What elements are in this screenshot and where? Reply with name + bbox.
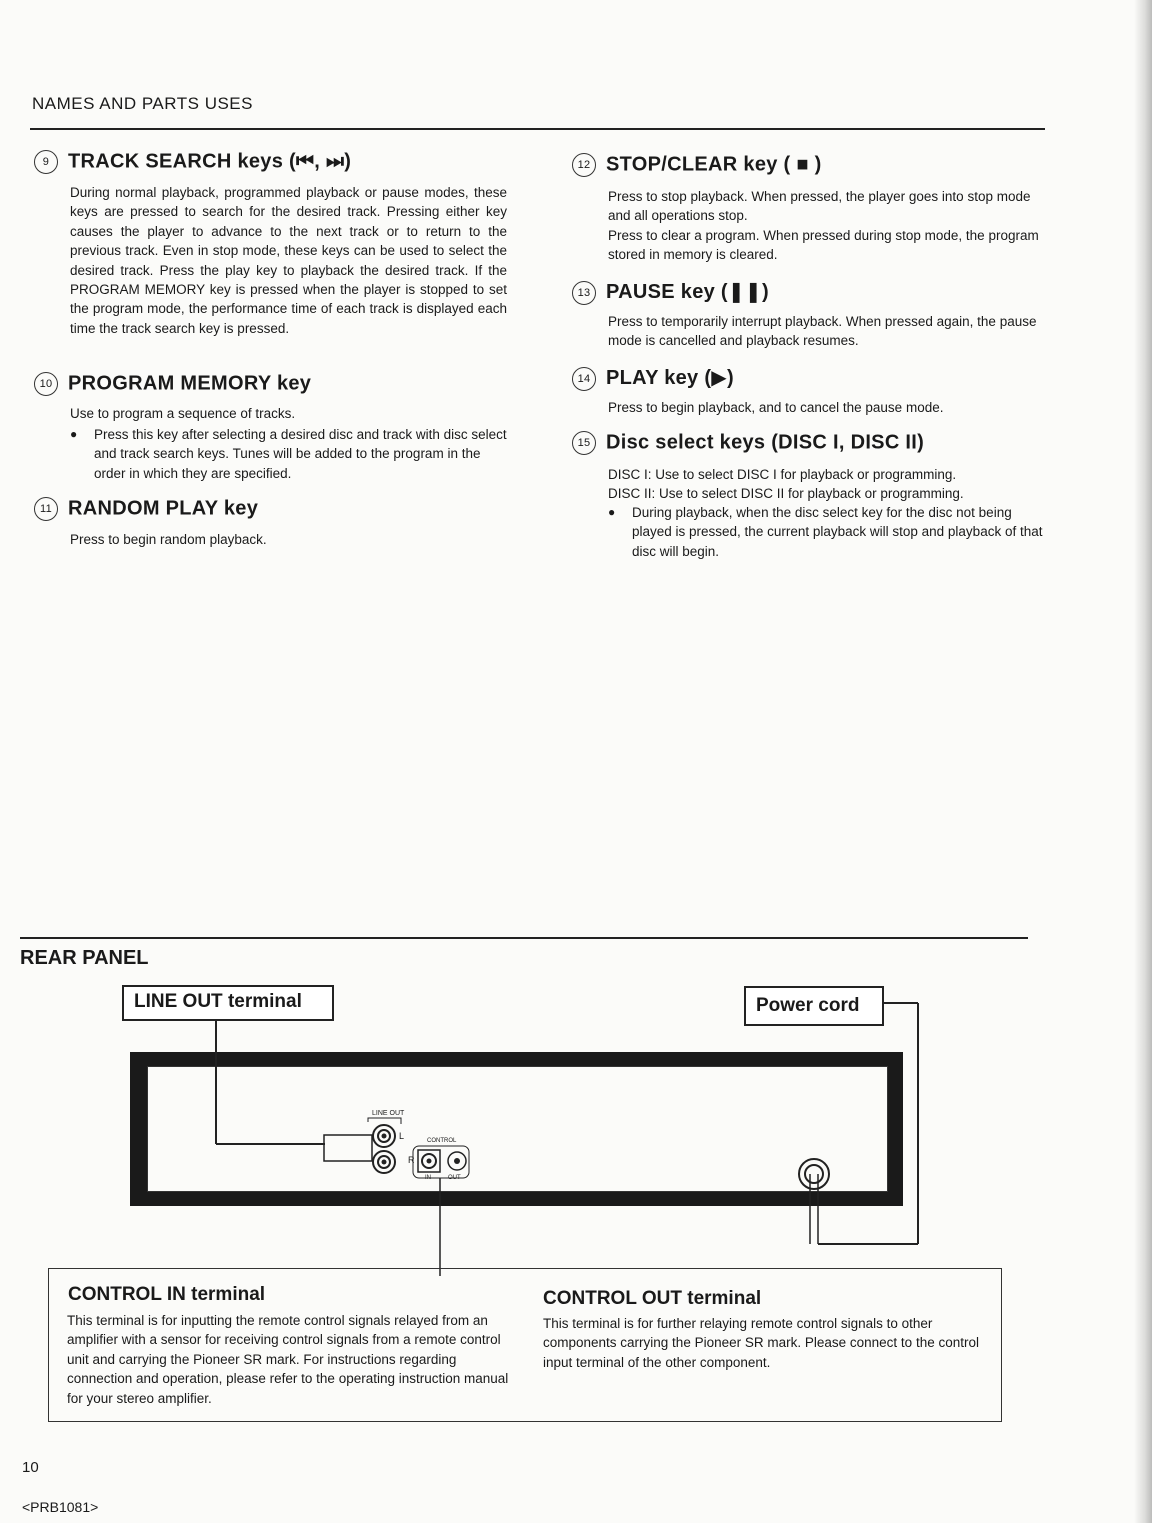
rear-panel-title: REAR PANEL <box>20 947 149 969</box>
random-play-title: RANDOM PLAY key <box>68 497 259 520</box>
track-search-title: TRACK SEARCH keys (⏮, ⏭) <box>68 150 352 173</box>
bullet-dot: ● <box>70 427 78 441</box>
item-15-number: 15 <box>572 431 596 455</box>
bullet-dot: ● <box>608 505 616 519</box>
disc-select-bullet-text: During playback, when the disc select key for the disc not being played is pressed, the current playback will stop and playback of that disc will begin. <box>632 505 1043 559</box>
line-out-label: LINE OUT terminal <box>122 985 334 1021</box>
control-in-text: This terminal is for inputting the remote control signals relayed from an amplifier with a sensor for receiving control signals from a remote control unit and carrying the Pioneer SR mark. For instructions regarding connection and operation, please refer to the operating instruction manual for your stereo amplifier. <box>67 1313 509 1406</box>
document-code: <PRB1081> <box>22 1499 99 1515</box>
item-13-number: 13 <box>572 281 596 305</box>
pause-title: PAUSE key (❚❚) <box>606 281 769 303</box>
line-out-l-jack <box>373 1125 395 1147</box>
jack-label-in: IN <box>425 1175 431 1181</box>
pause-text: Press to temporarily interrupt playback. When pressed again, the pause mode is cancelled and playback resumes. <box>608 314 1037 349</box>
page-edge-shadow <box>1134 0 1152 1523</box>
item-9-number: 9 <box>34 150 58 174</box>
control-in-jack <box>418 1150 440 1172</box>
disc-select-title: Disc select keys (DISC I, DISC II) <box>606 431 925 454</box>
play-text: Press to begin playback, and to cancel the pause mode. <box>608 400 944 415</box>
item-10-number: 10 <box>34 372 58 396</box>
stop-clear-text-1: Press to stop playback. When pressed, the player goes into stop mode and all operations stop. <box>608 189 1031 224</box>
control-out-text: This terminal is for further relaying remote control signals to other components carrying the Pioneer SR mark. Please connect to the control input terminal of the other component. <box>543 1316 979 1370</box>
control-out-title: CONTROL OUT terminal <box>543 1288 762 1309</box>
stop-clear-text-2: Press to clear a program. When pressed during stop mode, the program stored in memory is cleared. <box>608 228 1039 263</box>
jack-label-control: CONTROL <box>427 1138 457 1144</box>
disc-select-line-2: DISC II: Use to select DISC II for playback or programming. <box>608 486 964 501</box>
control-out-jack <box>448 1152 466 1170</box>
control-in-title: CONTROL IN terminal <box>68 1284 266 1305</box>
program-memory-title: PROGRAM MEMORY key <box>68 372 312 395</box>
stop-clear-title: STOP/CLEAR key ( ■ ) <box>606 153 822 176</box>
disc-select-line-1: DISC I: Use to select DISC I for playback or programming. <box>608 467 957 482</box>
play-title: PLAY key (▶) <box>606 367 734 389</box>
jack-label-line-out: LINE OUT <box>372 1110 405 1117</box>
page-number: 10 <box>22 1459 39 1476</box>
item-14-number: 14 <box>572 367 596 391</box>
random-play-text: Press to begin random playback. <box>70 532 267 547</box>
power-cord-grommet <box>799 1159 829 1244</box>
power-cord-label: Power cord <box>744 986 884 1026</box>
item-11-number: 11 <box>34 497 58 521</box>
program-memory-text: Use to program a sequence of tracks. <box>70 406 296 421</box>
page-header: NAMES AND PARTS USES <box>32 94 253 113</box>
item-12-number: 12 <box>572 153 596 177</box>
line-out-r-jack <box>373 1151 395 1173</box>
track-search-text: During normal playback, programmed playback or pause modes, these keys are pressed to search for the desired track. Pressing either key causes the player to advance to the next track or to return to the previous track. Even in stop mode, these keys can be used to select the desired track. Press the play key to playback the desired track. If the PROGRAM MEMORY key is pressed when the player is stopped to set the program mode, the performance time of each track is displayed each time the track search key is pressed. <box>70 185 507 336</box>
jack-label-out: OUT <box>448 1175 461 1181</box>
jack-label-r: R <box>408 1155 415 1165</box>
jack-label-l: L <box>399 1131 405 1141</box>
program-memory-bullet-text: Press this key after selecting a desired disc and track with disc select and track search keys. Tunes will be added to the program in the order in which they are specified. <box>94 427 507 481</box>
